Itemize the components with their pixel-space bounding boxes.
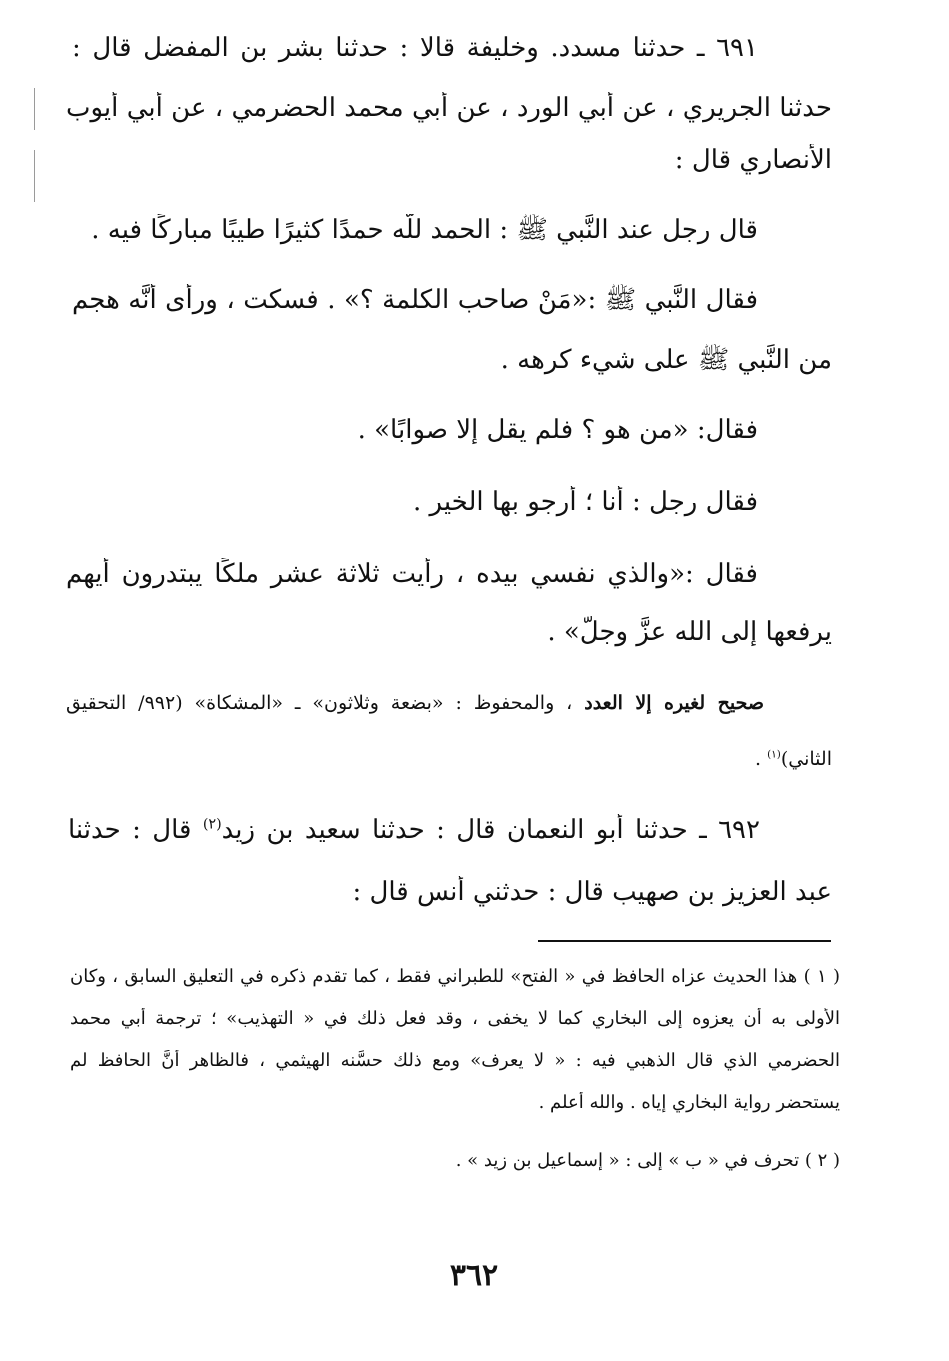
hadith-691-line-4: قال رجل عند النَّبي ﷺ : الحمد للّه حمدًا كثيرًا طيبًا مباركًا فيه . [91, 215, 758, 245]
scan-margin-mark [34, 88, 35, 130]
hadith-692-line-2: عبد العزيز بن صهيب قال : حدثني أنس قال : [352, 877, 832, 907]
hadith-691-line-3: الأنصاري قال : [674, 145, 832, 175]
page-number: ٣٦٢ [449, 1258, 499, 1293]
footnote-1-line-1: ( ١ ) هذا الحديث عزاه الحافظ في « الفتح» للطبراني فقط ، كما تقدم ذكره في التعليق السابق ، وكان [70, 966, 840, 987]
hadith-691-grading-line-2 [560, 748, 832, 772]
grading-end: . [755, 748, 768, 770]
hadith-691-line-6: من النَّبي ﷺ على شيء كرهه . [500, 345, 832, 375]
hadith-691-line-1: ٦٩١ ـ حدثنا مسدد. وخليفة قالا : حدثنا بشر بن المفضل قال : [72, 33, 758, 63]
hadith-691-line-7: فقال: «من هو ؟ فلم يقل إلا صوابًا» . [357, 415, 758, 445]
scan-margin-mark [34, 150, 35, 202]
grading-edition: الثاني) [780, 748, 832, 770]
footnote-2: ( ٢ ) تحرف في « ب » إلى : « إسماعيل بن زيد » . [455, 1150, 840, 1171]
hadith-691-line-2: حدثنا الجريري ، عن أبي الورد ، عن أبي محمد الحضرمي ، عن أبي أيوب [66, 93, 832, 123]
hadith-692-isnad-end: قال : حدثنا [68, 815, 203, 845]
footnote-ref-2: (٢) [202, 816, 222, 833]
grading-verdict: صحيح لغيره إلا العدد [584, 692, 764, 714]
hadith-691-line-10: يرفعها إلى الله عزَّ وجلَّ» . [547, 617, 832, 647]
hadith-691-line-9: فقال :«والذي نفسي بيده ، رأيت ثلاثة عشر ملكًا يبتدرون أيهم [66, 559, 758, 589]
hadith-692-line-1 [68, 814, 760, 847]
hadith-692-isnad: ٦٩٢ ـ حدثنا أبو النعمان قال : حدثنا سعيد بن زيد [221, 815, 760, 845]
grading-detail: ، والمحفوظ : «بضعة وثلاثون» ـ «المشكاة» (٩٩٢/ التحقيق [66, 692, 573, 714]
hadith-691-line-5: فقال النَّبي ﷺ :«مَنْ صاحب الكلمة ؟» . فسكت ، ورأى أنَّه هجم [72, 285, 758, 315]
hadith-691-line-8: فقال رجل : أنا ؛ أرجو بها الخير . [412, 487, 758, 517]
footnote-ref-1: (١) [767, 748, 781, 761]
footnote-separator [538, 940, 831, 942]
footnote-1-line-2: الأولى به أن يعزوه إلى البخاري كما لا يخفى ، وقد فعل ذلك في « التهذيب» ؛ ترجمة أبي محمد [70, 1008, 840, 1029]
footnote-1-line-4: يستحضر رواية البخاري إياه . والله أعلم . [538, 1092, 840, 1113]
hadith-691-grading-line-1 [66, 692, 764, 716]
footnote-1-line-3: الحضرمي الذي قال الذهبي فيه : « لا يعرف» ومع ذلك حسَّنه الهيثمي ، فالظاهر أنَّ الحافظ لم [70, 1050, 840, 1071]
